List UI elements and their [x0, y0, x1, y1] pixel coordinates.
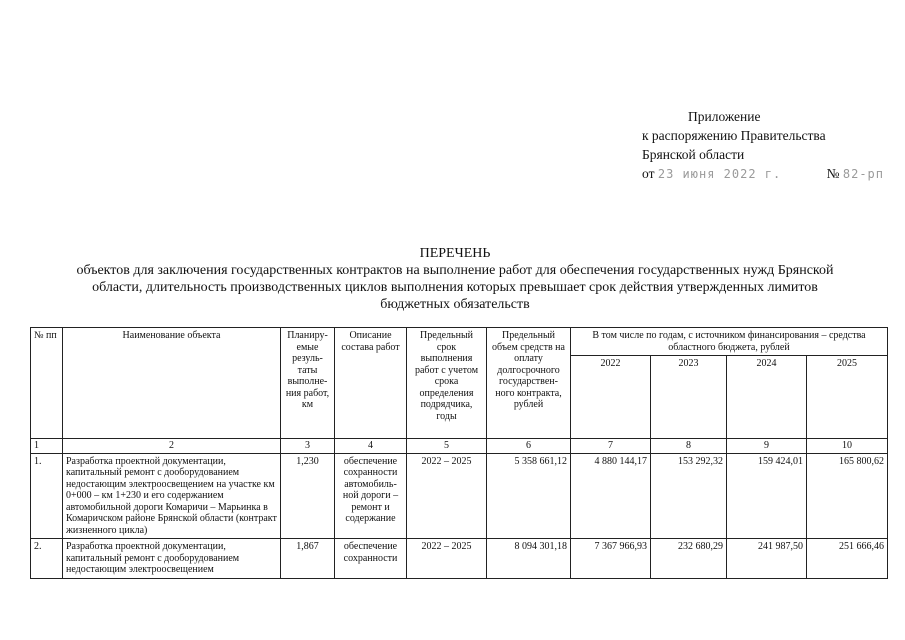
row-2022: 7 367 966,93 [571, 539, 651, 579]
row-planned: 1,867 [281, 539, 335, 579]
title-line-1: объектов для заключения государственных контрактов на выполнение работ для обеспечения государственных нужд Брянской [76, 263, 834, 278]
date-value: 23 июня 2022 г. [657, 167, 782, 181]
number-prefix: № [826, 166, 840, 181]
header-by-years: В том числе по годам, с источником финансирования – средства областного бюджета, рублей [571, 328, 888, 356]
appendix-title: Приложение [688, 109, 761, 124]
index-cell: 2 [63, 439, 281, 454]
header-description: Описание состава работ [335, 328, 407, 439]
objects-table [30, 327, 888, 579]
index-cell: 8 [651, 439, 727, 454]
row-num: 1. [31, 453, 63, 539]
index-cell: 9 [727, 439, 807, 454]
header-deadline: Предельный срок выполнения работ с учетом срока определения подрядчика, годы [407, 328, 487, 439]
index-cell: 3 [281, 439, 335, 454]
row-num: 2. [31, 539, 63, 579]
table-row [31, 453, 888, 539]
row-amount: 8 094 301,18 [487, 539, 571, 579]
appendix-date-line [642, 164, 884, 184]
document-title [20, 245, 890, 313]
header-2024: 2024 [727, 356, 807, 439]
index-cell: 5 [407, 439, 487, 454]
date-prefix: от [642, 166, 655, 181]
row-2025: 251 666,46 [807, 539, 888, 579]
row-deadline: 2022 – 2025 [407, 453, 487, 539]
header-2022: 2022 [571, 356, 651, 439]
row-amount: 5 358 661,12 [487, 453, 571, 539]
index-cell: 10 [807, 439, 888, 454]
row-name: Разработка проектной документации, капитальный ремонт с дооборудованием недостающим электроосвещением [63, 539, 281, 579]
title-heading: ПЕРЕЧЕНЬ [419, 246, 491, 261]
header-2023: 2023 [651, 356, 727, 439]
appendix-block [642, 107, 884, 184]
index-row [31, 439, 888, 454]
header-name: Наименование объекта [63, 328, 281, 439]
title-line-3: бюджетных обязательств [380, 297, 530, 312]
index-cell: 7 [571, 439, 651, 454]
row-2023: 153 292,32 [651, 453, 727, 539]
row-deadline: 2022 – 2025 [407, 539, 487, 579]
header-num: № пп [31, 328, 63, 439]
row-2025: 165 800,62 [807, 453, 888, 539]
index-cell: 4 [335, 439, 407, 454]
appendix-line-decree: к распоряжению Правительства [642, 128, 826, 143]
title-line-2: области, длительность производственных циклов выполнения которых превышает срок действия утвержденных лимитов [92, 280, 818, 295]
header-2025: 2025 [807, 356, 888, 439]
row-2024: 241 987,50 [727, 539, 807, 579]
index-cell: 1 [31, 439, 63, 454]
row-2023: 232 680,29 [651, 539, 727, 579]
header-planned: Планиру-емые резуль-таты выполне-ния работ, км [281, 328, 335, 439]
header-row [31, 328, 888, 356]
row-2022: 4 880 144,17 [571, 453, 651, 539]
header-amount: Предельный объем средств на оплату долгосрочного государствен-ного контракта, рублей [487, 328, 571, 439]
row-description: обеспечение сохранности [335, 539, 407, 579]
table-row [31, 539, 888, 579]
row-description: обеспечение сохранности автомобиль-ной дороги – ремонт и содержание [335, 453, 407, 539]
row-2024: 159 424,01 [727, 453, 807, 539]
index-cell: 6 [487, 439, 571, 454]
number-value: 82-рп [842, 167, 884, 181]
row-planned: 1,230 [281, 453, 335, 539]
appendix-line-region: Брянской области [642, 147, 745, 162]
row-name: Разработка проектной документации, капитальный ремонт с дооборудованием недостающим электроосвещением на участке км 0+000 – км 1+230 и его содержанием автомобильной дороги Комаричи – Марьинка в Комаричском районе Брянской области (контракт жизненного цикла) [63, 453, 281, 539]
